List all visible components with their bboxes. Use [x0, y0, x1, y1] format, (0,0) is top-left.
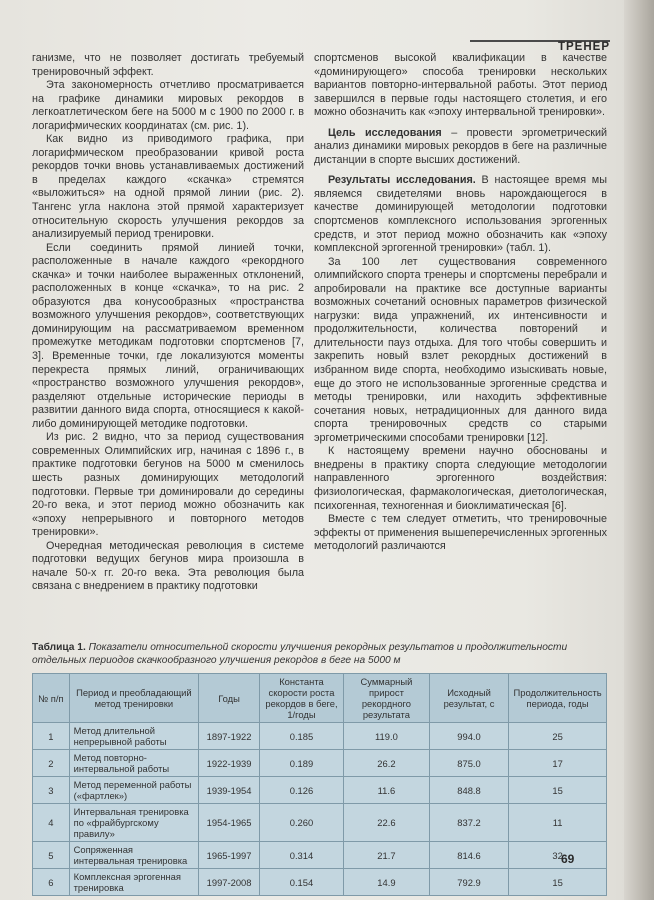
table-header-cell: Исходный результат, с [429, 674, 508, 723]
table-cell: 1897-1922 [199, 723, 260, 750]
page-edge-shadow [624, 0, 654, 900]
table-row [33, 777, 607, 804]
paragraph-text: Эта закономерность отчетливо просматривается на графике динамики мировых рекордов в легкоатлетическом беге на 5000 м с 1900 по 2000 г. в логарифмических координатах (см. рис. 1). [32, 79, 304, 132]
table-cell: 994.0 [429, 723, 508, 750]
paragraph-text: К настоящему времени научно обоснованы и внедрены в практику спорта следующие методологии направленного эргогенного воздействия: физиологическая, фармакологическая, диетологическая, психогенная, техногенная и биоклиматическая [6]. [314, 445, 607, 512]
table-cell: 0.260 [260, 804, 344, 842]
paragraph [32, 79, 304, 133]
table-body [33, 723, 607, 896]
paragraph-text: Вместе с тем следует отметить, что тренировочные эффекты от применения вышеперечисленных эргогенных методологий различаются [314, 513, 607, 553]
left-text-column [32, 52, 304, 594]
paragraph [314, 127, 607, 168]
table-cell: 26.2 [343, 750, 429, 777]
table-cell: 0.154 [260, 869, 344, 896]
right-text-column [314, 52, 607, 554]
paragraph [32, 52, 304, 79]
table-cell: 1965-1997 [199, 842, 260, 869]
table-row [33, 869, 607, 896]
table-caption [32, 642, 607, 667]
paragraph-text: ганизме, что не позволяет достигать требуемый тренировочный эффект. [32, 52, 304, 78]
paragraph-lead: Цель исследования [328, 126, 442, 139]
table-cell: 0.126 [260, 777, 344, 804]
table-cell: 848.8 [429, 777, 508, 804]
table-header-cell: Годы [199, 674, 260, 723]
table-row [33, 750, 607, 777]
table-caption-text: Показатели относительной скорости улучшения рекордных результатов и продолжительности отдельных периодов скачкообразного улучшения рекордов в беге на 5000 м [32, 642, 568, 666]
table-header-cell: Продолжительность периода, годы [509, 674, 607, 723]
table-cell: 0.185 [260, 723, 344, 750]
table-cell: 11 [509, 804, 607, 842]
paragraph-text: спортсменов высокой квалификации в качестве «доминирующего» способа тренировки нескольких вариантов повторно-интервальной работы. Этот период завершился в первые годы настоящего столетия, и его можно обозначить как «эпоху интервальной тренировки». [314, 52, 607, 119]
paragraph-text: Как видно из приводимого графика, при логарифмическом преобразовании кривой роста рекордов точки вновь устанавливаемых достижений в пределах каждого «скачка» стремятся «выложиться» на одной прямой линии (рис. 2). Тангенс угла наклона этой прямой характеризует относительную скорость улучшения рекордов за анализируемый период тренировки. [32, 133, 304, 241]
table-row [33, 804, 607, 842]
results-table [32, 673, 607, 896]
table-cell: 814.6 [429, 842, 508, 869]
table-cell: Метод длительной непрерывной работы [69, 723, 199, 750]
table-cell: 15 [509, 777, 607, 804]
table-cell: Комплексная эргогенная тренировка [69, 869, 199, 896]
paragraph [314, 445, 607, 513]
paragraph [32, 133, 304, 241]
table-header-cell: Константа скорости роста рекордов в беге, 1/годы [260, 674, 344, 723]
table-cell: 6 [33, 869, 70, 896]
table-cell: 837.2 [429, 804, 508, 842]
table-cell: 14.9 [343, 869, 429, 896]
table-cell: 21.7 [343, 842, 429, 869]
table-header-cell: Период и преобладающий метод тренировки [69, 674, 199, 723]
table-caption-label: Таблица 1. [32, 642, 86, 653]
table-cell: 5 [33, 842, 70, 869]
table-cell: 1997-2008 [199, 869, 260, 896]
table-cell: 15 [509, 869, 607, 896]
table-cell: 3 [33, 777, 70, 804]
table-cell: 119.0 [343, 723, 429, 750]
section-title: ТРЕНЕР [557, 41, 610, 53]
paragraph [314, 52, 607, 120]
table-cell: 0.189 [260, 750, 344, 777]
table-cell: 1939-1954 [199, 777, 260, 804]
table-row [33, 723, 607, 750]
table-cell: 1 [33, 723, 70, 750]
table-cell: 875.0 [429, 750, 508, 777]
table-header-cell: № п/п [33, 674, 70, 723]
page-number: 69 [561, 852, 575, 866]
table-cell: 4 [33, 804, 70, 842]
paragraph [32, 431, 304, 539]
table-cell: 11.6 [343, 777, 429, 804]
table-cell: 17 [509, 750, 607, 777]
table-cell: 0.314 [260, 842, 344, 869]
table-cell: 25 [509, 723, 607, 750]
paragraph [314, 256, 607, 446]
paragraph-text: В настоящее время мы являемся свидетелями вновь нарождающегося в качестве доминирующей методологии подготовки спортсменов комплексного использования эргогенных средств, и этот период можно обозначить как «эпоху комплексной эргогенной тренировки» (табл. 1). [314, 174, 607, 255]
paragraph [32, 242, 304, 432]
table-cell: 32 [509, 842, 607, 869]
table-cell: Интервальная тренировка по «фрайбургскому правилу» [69, 804, 199, 842]
paragraph-text: Очередная методическая революция в системе подготовки ведущих бегунов мира произошла в начале 50-х гг. 20-го века. Эта революция была связана с внедрением в практику подготовки [32, 539, 304, 593]
table-cell: 22.6 [343, 804, 429, 842]
table-row [33, 842, 607, 869]
table-cell: 2 [33, 750, 70, 777]
paragraph [314, 513, 607, 554]
table-cell: 792.9 [429, 869, 508, 896]
table-header-cell: Суммарный прирост рекордного результата [343, 674, 429, 723]
paragraph-text: Если соединить прямой линией точки, расположенные в начале каждого «рекордного скачка» и точки наиболее выраженных отклонений, расположенных в конце «скачка», то на рис. 2 образуются два конусообразных «пространства возможного улучшения рекордов», соответствующих доминирующим на рассматриваемом временном промежутке методикам подготовки спортсменов [7, 3]. Временные точки, где локализуются моменты перекреста прямых линий, ограничивающих «пространство возможного улучшения рекордов», разделяют отдельные исторические периоды в развитии данного вида спорта, относящиеся к какой-либо доминирующей методике подготовки. [32, 241, 304, 430]
table-cell: 1954-1965 [199, 804, 260, 842]
paragraph-lead: Результаты исследования. [328, 174, 476, 187]
table-header-row [33, 674, 607, 723]
table-cell: Метод переменной работы («фартлек») [69, 777, 199, 804]
table-cell: 1922-1939 [199, 750, 260, 777]
table-cell: Сопряженная интервальная тренировка [69, 842, 199, 869]
paragraph-text: Из рис. 2 видно, что за период существования современных Олимпийских игр, начиная с 1896 г., в практике подготовки бегунов на 5000 м сменилось шесть разных доминирующих методологий подготовки. Первые три доминировали до середины 20-го века, и этот период можно обозначить как «эпоху непрерывного и повторного методов тренировки». [32, 431, 304, 539]
paragraph-text: – провести эргометрический анализ динамики мировых рекордов в беге на различные дистанции в спорте высших достижений. [314, 126, 608, 166]
paragraph [32, 540, 304, 594]
paragraph-text: За 100 лет существования современного олимпийского спорта тренеры и спортсмены перебрали и апробировали на практике все доступные варианты возможных сочетаний основных параметров физической нагрузки: вида упражнений, их интенсивности и продолжительности, количества повторений и длительности пауз отдыха. Для того чтобы совершить и закрепить новый взлет рекордных достижений в избранном виде спорта, необходимо изыскивать новые, еще до этого не использованные эргогенные средства и методы тренировки, или находить эффективные сочетания новых, нетрадиционных для данного вида спорта тренировочных средств со старыми эргометрическими способами тренировки [12]. [314, 255, 607, 444]
paragraph [314, 174, 607, 255]
table-cell: Метод повторно-интервальной работы [69, 750, 199, 777]
